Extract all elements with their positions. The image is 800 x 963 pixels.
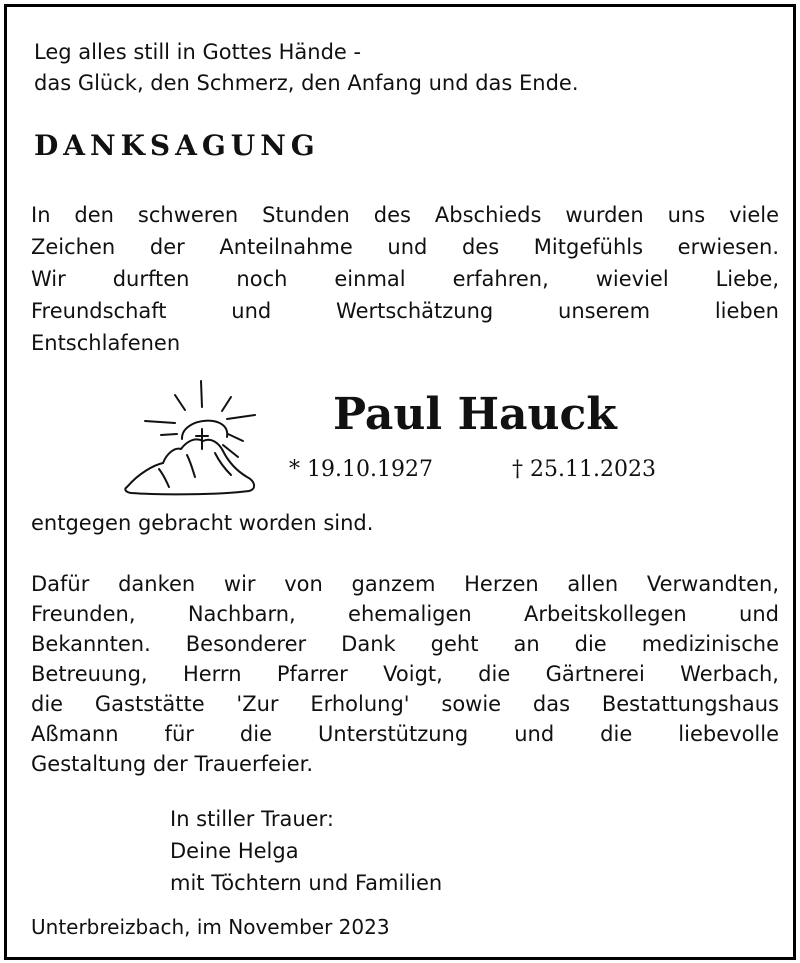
signature-line: mit Töchtern und Familien <box>170 871 443 895</box>
death-date: † 25.11.2023 <box>512 457 656 482</box>
signature-line: Deine Helga <box>170 839 299 863</box>
signature-line: In stiller Trauer: <box>170 807 334 831</box>
intro-line: In den schweren Stunden des Abschieds wurden uns viele <box>31 203 779 227</box>
thanks-line: Aßmann für die Unterstützung und die liebevolle <box>31 722 779 746</box>
continuation-text <box>31 507 779 539</box>
heading: DANKSAGUNG <box>34 129 320 162</box>
birth-date: * 19.10.1927 <box>289 457 433 482</box>
thanks-line: Bekannten. Besonderer Dank geht an die medizinische <box>31 632 779 656</box>
intro-paragraph <box>31 199 779 359</box>
thanks-line: Freunden, Nachbarn, ehemaligen Arbeitskollegen und <box>31 602 779 626</box>
thanks-line: Gestaltung der Trauerfeier. <box>31 752 314 776</box>
thanks-paragraph <box>31 569 779 779</box>
thanks-line: Dafür danken wir von ganzem Herzen allen Verwandten, <box>31 572 779 596</box>
continuation-line: entgegen gebracht worden sind. <box>31 511 374 535</box>
obituary-frame <box>4 4 796 960</box>
verse <box>34 37 579 99</box>
verse-line: das Glück, den Schmerz, den Anfang und das Ende. <box>34 71 579 95</box>
verse-line: Leg alles still in Gottes Hände - <box>34 40 362 64</box>
thanks-line: die Gaststätte 'Zur Erholung' sowie das Bestattungshaus <box>31 692 779 716</box>
place-date: Unterbreizbach, im November 2023 <box>31 915 390 939</box>
mountain-sun-cross-icon <box>119 377 259 497</box>
thanks-line: Betreuung, Herrn Pfarrer Voigt, die Gärtnerei Werbach, <box>31 662 779 686</box>
signature-block <box>170 803 442 899</box>
intro-line: Zeichen der Anteilnahme und des Mitgefühls erwiesen. <box>31 235 779 259</box>
deceased-name: Paul Hauck <box>333 389 617 440</box>
intro-line: Entschlafenen <box>31 331 181 355</box>
intro-line: Freundschaft und Wertschätzung unserem lieben <box>31 299 779 323</box>
intro-line: Wir durften noch einmal erfahren, wieviel Liebe, <box>31 267 779 291</box>
